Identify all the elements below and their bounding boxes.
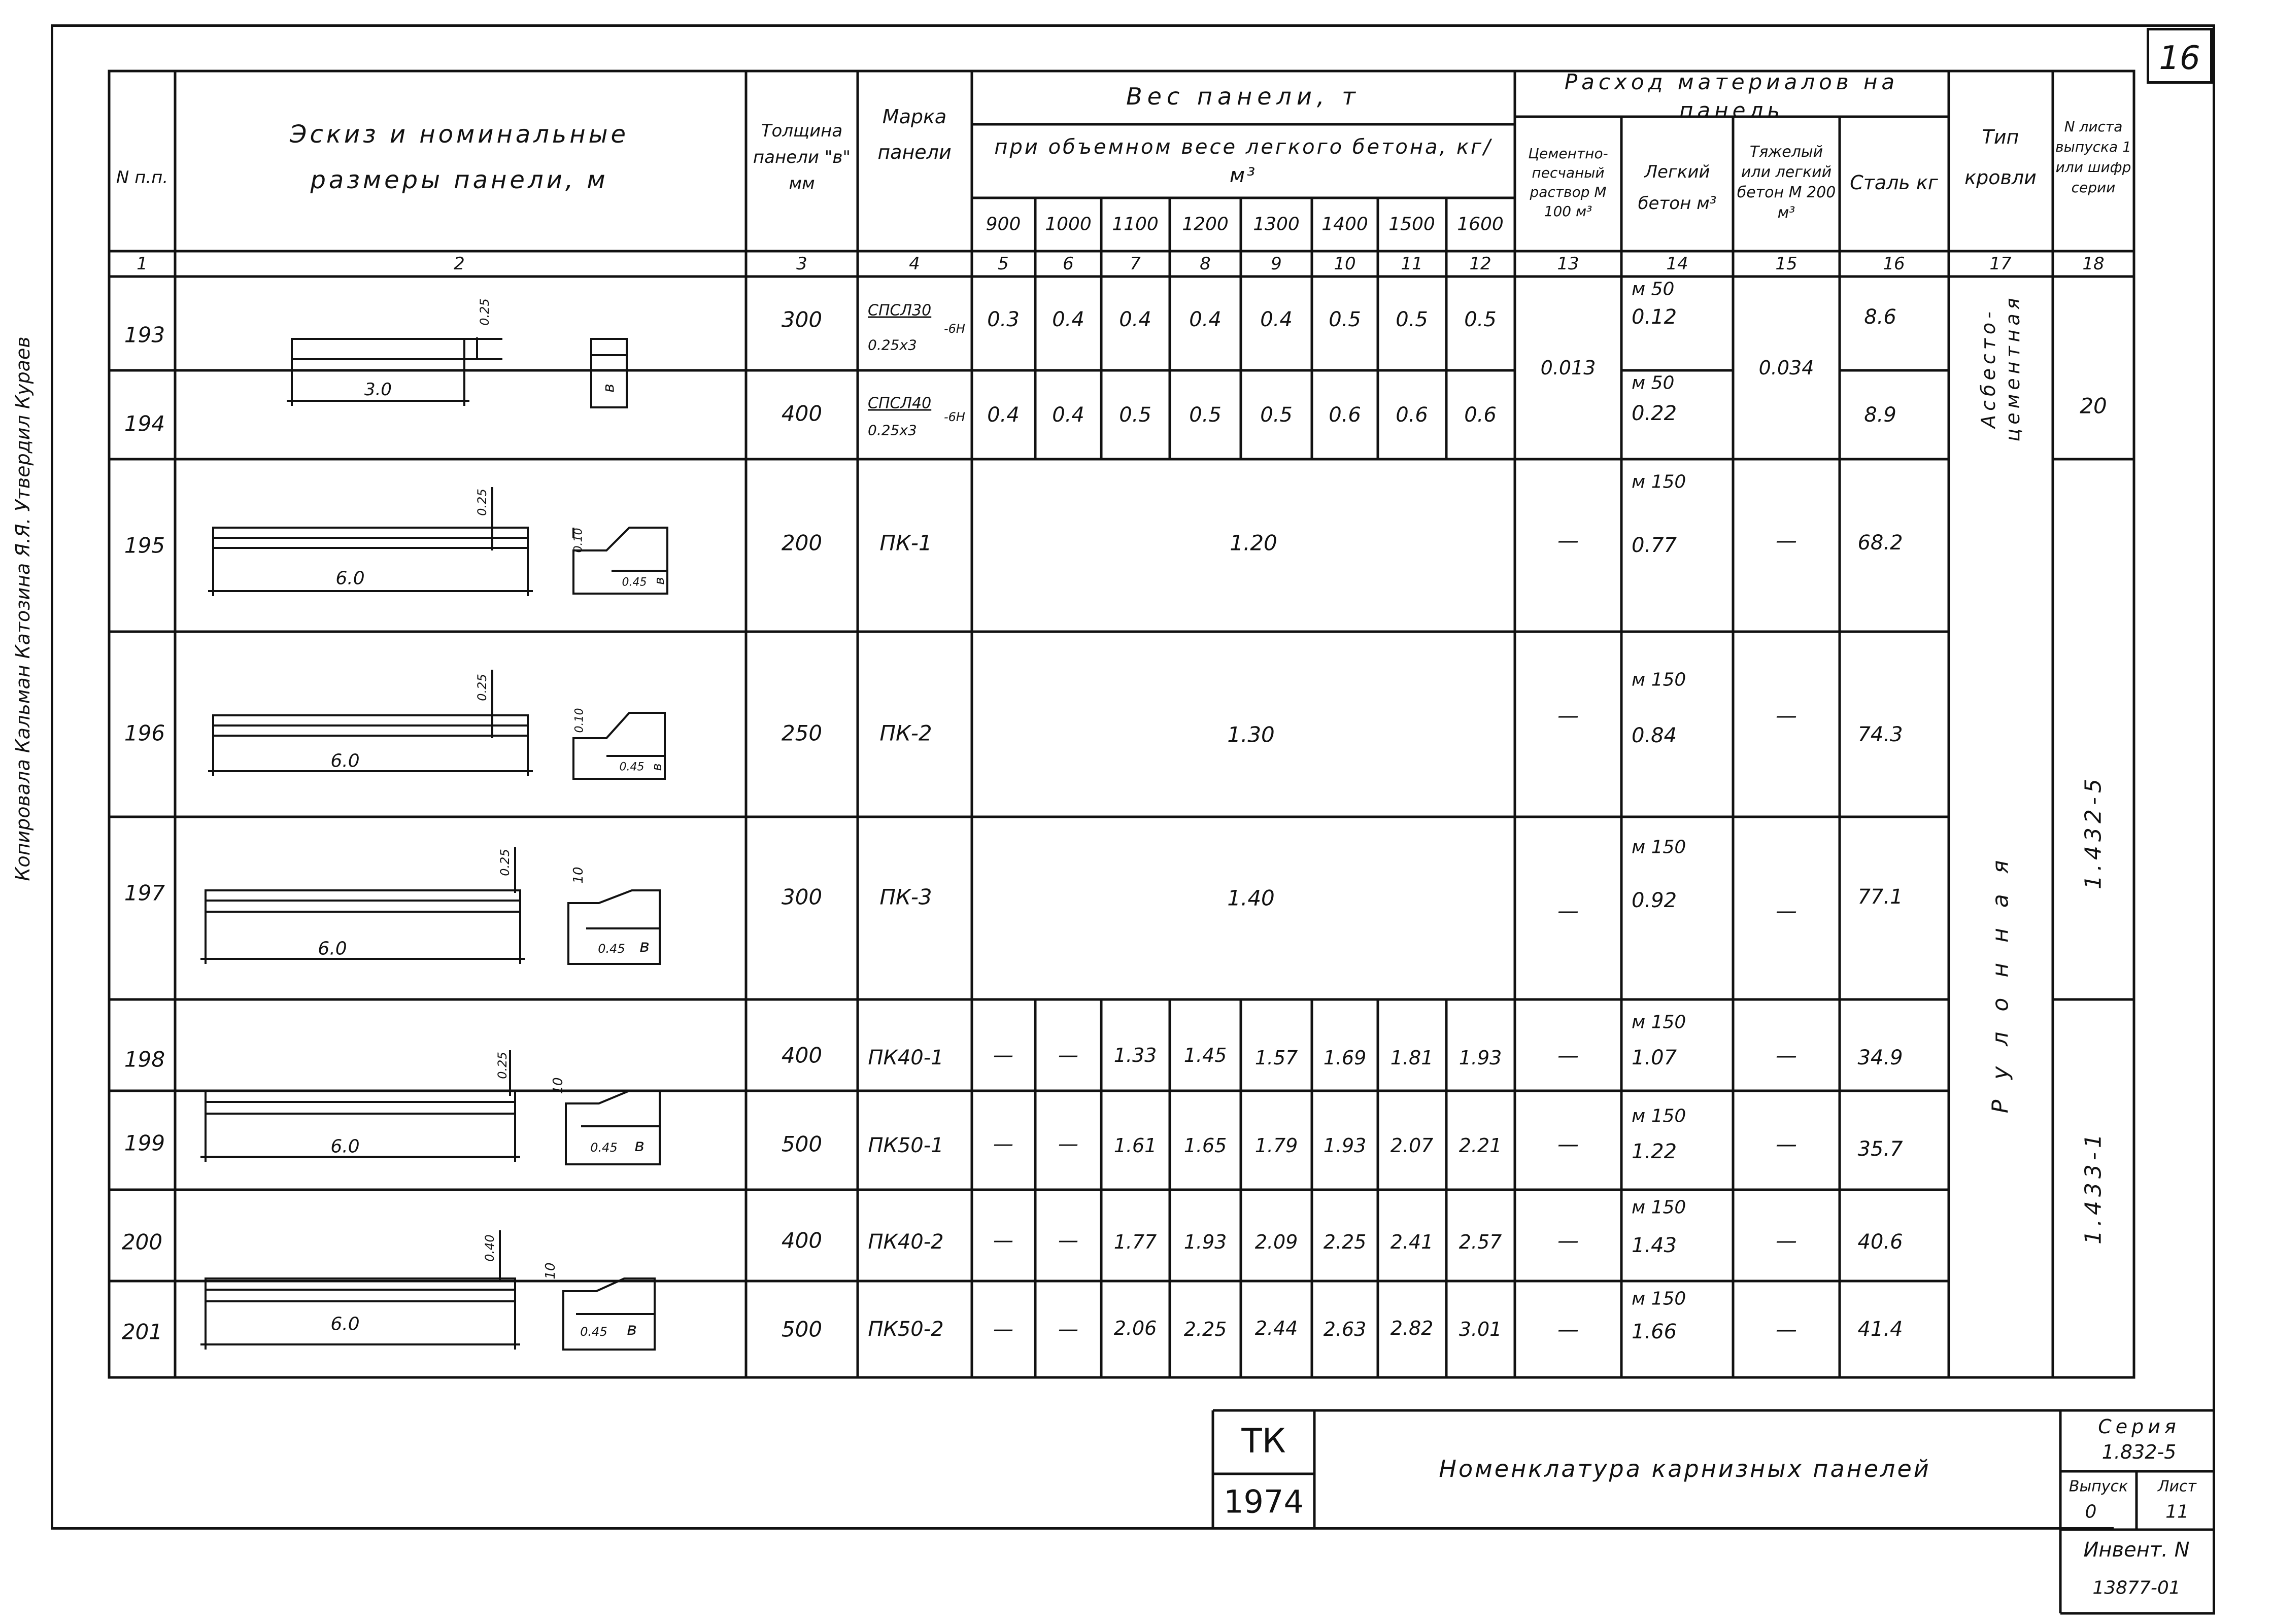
row-199-steel: 35.7 [1857, 1137, 1903, 1161]
row-201-w-1400: 2.63 [1323, 1318, 1367, 1340]
roof-asbestos: Асбесто-цементная [1977, 294, 2024, 442]
row-201-w-1500: 2.82 [1390, 1317, 1434, 1339]
row-194-thickness: 400 [781, 401, 823, 426]
sketch-200-length: 6.0 [330, 1314, 360, 1335]
row-200-grade: м 150 [1632, 1197, 1686, 1218]
row-193-w-1300: 0.4 [1260, 308, 1293, 331]
row-195-grade: м 150 [1632, 471, 1686, 493]
row-193-w-1000: 0.4 [1052, 308, 1084, 331]
row-200-light: 1.43 [1632, 1234, 1677, 1257]
sketch-198-h10: 10 [551, 1077, 566, 1094]
row-198-mark: ПК40-1 [868, 1046, 944, 1069]
row-195-mark: ПК-1 [879, 530, 932, 556]
header-weight-group: Вес панели, т [1126, 83, 1361, 110]
header-weight-sub: при объемном весе легкого бетона, кг/м³ [994, 135, 1493, 187]
row-196-thickness: 250 [781, 720, 823, 746]
page-number: 16 [2159, 40, 2200, 77]
row-198-w-1400: 1.69 [1323, 1047, 1367, 1069]
row-196-steel: 74.3 [1857, 723, 1903, 746]
row-199-w-1000: — [1058, 1132, 1078, 1156]
series-label: Серия [2098, 1415, 2180, 1438]
sketch-196-height: 0.25 [475, 674, 489, 701]
row-194-mark: СПСЛ40 [868, 394, 932, 412]
sketch-193-b: в [600, 384, 618, 393]
row-200-mortar: — [1557, 1228, 1579, 1253]
row-193-w-1500: 0.5 [1396, 308, 1428, 331]
row-193-num: 193 [124, 322, 165, 348]
row-193-w-900: 0.3 [987, 308, 1020, 331]
header-mark: Марка панели [877, 106, 952, 163]
row-197-heavy: — [1776, 898, 1797, 923]
row-193-w-1100: 0.4 [1119, 308, 1151, 331]
row-199-w-900: — [993, 1132, 1013, 1156]
issue-label: Выпуск [2068, 1477, 2128, 1496]
row-195-steel: 68.2 [1857, 531, 1903, 555]
row-195-mortar: — [1557, 528, 1579, 553]
row-196-grade: м 150 [1632, 669, 1686, 690]
row-199-w-1200: 1.65 [1183, 1134, 1227, 1157]
row-197-steel: 77.1 [1857, 885, 1903, 909]
mortar-193-194: 0.013 [1540, 357, 1596, 379]
header-num: N п.п. [116, 167, 168, 188]
row-201-heavy: — [1776, 1317, 1797, 1342]
sheet-value: 11 [2165, 1501, 2189, 1523]
sketch-195-b: в [652, 577, 667, 585]
title-tk: ТК [1241, 1421, 1286, 1461]
series-value: 1.832-5 [2101, 1441, 2177, 1463]
density-1300: 1300 [1253, 214, 1300, 235]
row-201-steel: 41.4 [1857, 1318, 1903, 1341]
colnum-1: 1 [137, 254, 148, 274]
row-199-mortar: — [1557, 1131, 1579, 1157]
sketch-195-height: 0.25 [475, 489, 489, 516]
colnum-14: 14 [1666, 254, 1688, 274]
inventory-value: 13877-01 [2092, 1577, 2181, 1599]
colnum-11: 11 [1401, 254, 1423, 274]
header-heavy-concrete: Тяжелый или легкий бетон М 200 м³ [1737, 143, 1836, 222]
row-196-light: 0.84 [1632, 724, 1677, 747]
row-201-w-1000: — [1058, 1318, 1078, 1341]
row-201-mortar: — [1557, 1317, 1579, 1342]
row-198-w-1200: 1.45 [1183, 1044, 1227, 1066]
row-198-light: 1.07 [1632, 1046, 1677, 1069]
row-198-w-900: — [993, 1044, 1013, 1067]
row-201-thickness: 500 [781, 1317, 823, 1342]
sketch-196-b: в [650, 763, 665, 771]
sketch-200-b: в [626, 1319, 637, 1339]
row-196-weight: 1.30 [1227, 722, 1275, 747]
density-1000: 1000 [1045, 214, 1092, 235]
row-199-w-1500: 2.07 [1390, 1134, 1434, 1157]
sketch-198-width: 0.45 [590, 1141, 618, 1155]
row-200-num: 200 [121, 1229, 163, 1255]
density-1600: 1600 [1457, 214, 1504, 235]
row-193-thickness: 300 [781, 307, 823, 332]
row-200-steel: 40.6 [1857, 1230, 1903, 1254]
row-198-steel: 34.9 [1857, 1046, 1903, 1069]
row-194-w-1100: 0.5 [1119, 403, 1151, 427]
issue-value: 0 [2085, 1501, 2097, 1523]
side-stamp: Копировала Кальман Катозина Я.Я. Утвердил Кураев [12, 336, 34, 881]
sketch-193-height: 0.25 [478, 298, 492, 326]
row-198-heavy: — [1776, 1043, 1797, 1068]
title-year: 1974 [1224, 1483, 1304, 1521]
header-sketch: Эскиз и номинальные размеры панели, м [289, 120, 629, 194]
colnum-8: 8 [1200, 254, 1211, 274]
header-steel: Сталь кг [1850, 171, 1938, 194]
row-201-w-900: — [993, 1318, 1013, 1341]
sketch-200-h10: 10 [543, 1262, 558, 1280]
row-200-thickness: 400 [781, 1228, 823, 1253]
inventory-label: Инвент. N [2083, 1538, 2190, 1562]
density-1400: 1400 [1321, 214, 1368, 235]
colnum-2: 2 [454, 254, 465, 274]
row-195-heavy: — [1776, 528, 1797, 553]
header-materials-group: Расход материалов на панель [1564, 70, 1899, 123]
row-193-grade: м 50 [1632, 279, 1675, 300]
row-193-light: 0.12 [1632, 305, 1677, 329]
row-198-w-1000: — [1058, 1044, 1078, 1067]
sketch-197-width: 0.45 [598, 942, 625, 956]
row-193-steel: 8.6 [1864, 305, 1896, 329]
row-199-mark: ПК50-1 [868, 1134, 944, 1157]
row-194-grade: м 50 [1632, 372, 1675, 394]
row-201-light: 1.66 [1632, 1320, 1677, 1343]
sheet-1433-1: 1.433-1 [2080, 1130, 2107, 1245]
sketch-200-width: 0.45 [580, 1325, 607, 1339]
density-1200: 1200 [1182, 214, 1229, 235]
sketch-198-length: 6.0 [330, 1136, 360, 1157]
row-195-light: 0.77 [1632, 534, 1677, 557]
header-roof: Тип кровли [1964, 126, 2037, 189]
colnum-18: 18 [2082, 254, 2105, 274]
colnum-15: 15 [1775, 254, 1798, 274]
row-201-num: 201 [121, 1319, 163, 1344]
row-197-light: 0.92 [1632, 889, 1677, 912]
row-200-w-1200: 1.93 [1183, 1231, 1227, 1253]
row-194-w-1300: 0.5 [1260, 403, 1293, 427]
sketch-198-b: в [634, 1135, 645, 1156]
sketch-197-h10: 10 [571, 867, 586, 884]
row-197-num: 197 [124, 880, 165, 906]
row-201-w-1600: 3.01 [1459, 1318, 1502, 1340]
row-196-mark: ПК-2 [879, 720, 932, 746]
sketch-197-length: 6.0 [318, 938, 347, 959]
row-199-w-1400: 1.93 [1323, 1134, 1367, 1157]
row-194-mark-suffix: -6Н [944, 410, 965, 424]
colnum-17: 17 [1989, 254, 2012, 274]
row-200-w-1300: 2.09 [1254, 1231, 1298, 1253]
colnum-13: 13 [1557, 254, 1579, 274]
sketch-196-length: 6.0 [330, 750, 360, 772]
row-200-w-900: — [993, 1229, 1013, 1252]
colnum-12: 12 [1469, 254, 1491, 274]
row-198-w-1500: 1.81 [1390, 1047, 1434, 1069]
row-199-grade: м 150 [1632, 1105, 1686, 1127]
row-200-w-1500: 2.41 [1390, 1231, 1434, 1253]
sketch-196-width: 0.45 [619, 761, 645, 774]
sketch-198-height: 0.25 [495, 1052, 510, 1079]
row-201-w-1100: 2.06 [1113, 1317, 1157, 1339]
sketch-195-width: 0.45 [622, 576, 647, 589]
colnum-5: 5 [998, 254, 1009, 274]
colnum-6: 6 [1063, 254, 1074, 274]
row-201-w-1300: 2.44 [1254, 1317, 1298, 1339]
sheet-label: Лист [2157, 1477, 2197, 1496]
header-light-concrete: Легкий бетон м³ [1638, 162, 1717, 214]
sketch-197-b: в [639, 936, 650, 956]
row-199-w-1300: 1.79 [1254, 1134, 1298, 1157]
row-200-w-1400: 2.25 [1323, 1231, 1367, 1253]
row-197-thickness: 300 [781, 884, 823, 910]
row-198-w-1100: 1.33 [1113, 1044, 1157, 1066]
row-199-heavy: — [1776, 1131, 1797, 1157]
density-1100: 1100 [1112, 214, 1159, 235]
row-194-w-1500: 0.6 [1396, 403, 1428, 427]
row-194-w-900: 0.4 [987, 403, 1020, 427]
row-199-num: 199 [124, 1130, 165, 1156]
row-197-weight: 1.40 [1227, 885, 1275, 911]
row-198-w-1600: 1.93 [1459, 1047, 1502, 1069]
row-194-w-1000: 0.4 [1052, 403, 1084, 427]
row-196-mortar: — [1557, 703, 1579, 728]
sheet-1432-5: 1.432-5 [2080, 775, 2107, 889]
colnum-4: 4 [909, 254, 920, 274]
row-195-num: 195 [124, 533, 165, 558]
colnum-9: 9 [1271, 254, 1282, 274]
sketch-196-h010: 0.10 [573, 708, 586, 733]
row-200-w-1000: — [1058, 1229, 1078, 1252]
row-199-w-1100: 1.61 [1113, 1134, 1157, 1157]
row-199-thickness: 500 [781, 1131, 823, 1157]
row-200-mark: ПК40-2 [868, 1230, 944, 1254]
density-900: 900 [986, 214, 1021, 235]
row-193-mark: СПСЛ30 [868, 301, 932, 320]
heavy-193-194: 0.034 [1758, 357, 1814, 379]
row-193-w-1200: 0.4 [1189, 308, 1222, 331]
row-198-mortar: — [1557, 1043, 1579, 1068]
header-mortar: Цементно-песчаный раствор М 100 м³ [1528, 145, 1608, 220]
row-195-weight: 1.20 [1230, 530, 1277, 556]
sketch-197-height: 0.25 [498, 849, 512, 876]
row-198-grade: м 150 [1632, 1012, 1686, 1033]
row-193-w-1600: 0.5 [1464, 308, 1497, 331]
row-194-light: 0.22 [1632, 402, 1677, 425]
row-200-heavy: — [1776, 1228, 1797, 1253]
row-199-w-1600: 2.21 [1459, 1134, 1502, 1157]
sketch-195-h010: 0.10 [572, 528, 585, 553]
colnum-16: 16 [1883, 254, 1905, 274]
row-201-mark: ПК50-2 [868, 1318, 944, 1341]
row-197-mark: ПК-3 [879, 884, 932, 910]
row-201-w-1200: 2.25 [1183, 1318, 1227, 1340]
row-196-heavy: — [1776, 703, 1797, 728]
row-200-w-1600: 2.57 [1459, 1231, 1502, 1253]
row-198-thickness: 400 [781, 1043, 823, 1068]
row-194-num: 194 [124, 411, 165, 436]
row-200-w-1100: 1.77 [1113, 1231, 1157, 1253]
row-193-mark2: 0.25х3 [868, 336, 917, 354]
colnum-7: 7 [1130, 254, 1141, 274]
row-194-w-1200: 0.5 [1189, 403, 1222, 427]
row-197-mortar: — [1557, 898, 1579, 923]
roof-rolled: Рулонная [1987, 840, 2014, 1114]
row-197-grade: м 150 [1632, 837, 1686, 858]
row-201-grade: м 150 [1632, 1288, 1686, 1309]
sketch-193-length: 3.0 [364, 379, 392, 400]
row-198-w-1300: 1.57 [1254, 1047, 1298, 1069]
header-thickness: Толщина панели "в" мм [753, 121, 851, 194]
row-194-mark2: 0.25х3 [868, 422, 917, 439]
row-196-num: 196 [124, 720, 165, 746]
row-198-num: 198 [124, 1047, 165, 1072]
colnum-3: 3 [796, 254, 807, 274]
colnum-10: 10 [1334, 254, 1356, 274]
drawing-title: Номенклатура карнизных панелей [1439, 1455, 1931, 1482]
sketch-195-length: 6.0 [335, 568, 365, 589]
sketch-200-height: 0.40 [483, 1234, 497, 1262]
header-sheet: N листа выпуска 1 или шифр серии [2055, 118, 2131, 196]
row-199-light: 1.22 [1632, 1140, 1677, 1163]
row-193-mark-suffix: -6Н [944, 322, 965, 336]
row-194-steel: 8.9 [1864, 403, 1896, 427]
row-194-w-1400: 0.6 [1329, 403, 1361, 427]
row-195-thickness: 200 [781, 530, 823, 556]
density-1500: 1500 [1388, 214, 1435, 235]
row-193-w-1400: 0.5 [1329, 308, 1361, 331]
row-194-w-1600: 0.6 [1464, 403, 1497, 427]
sheet-20: 20 [2080, 393, 2107, 419]
